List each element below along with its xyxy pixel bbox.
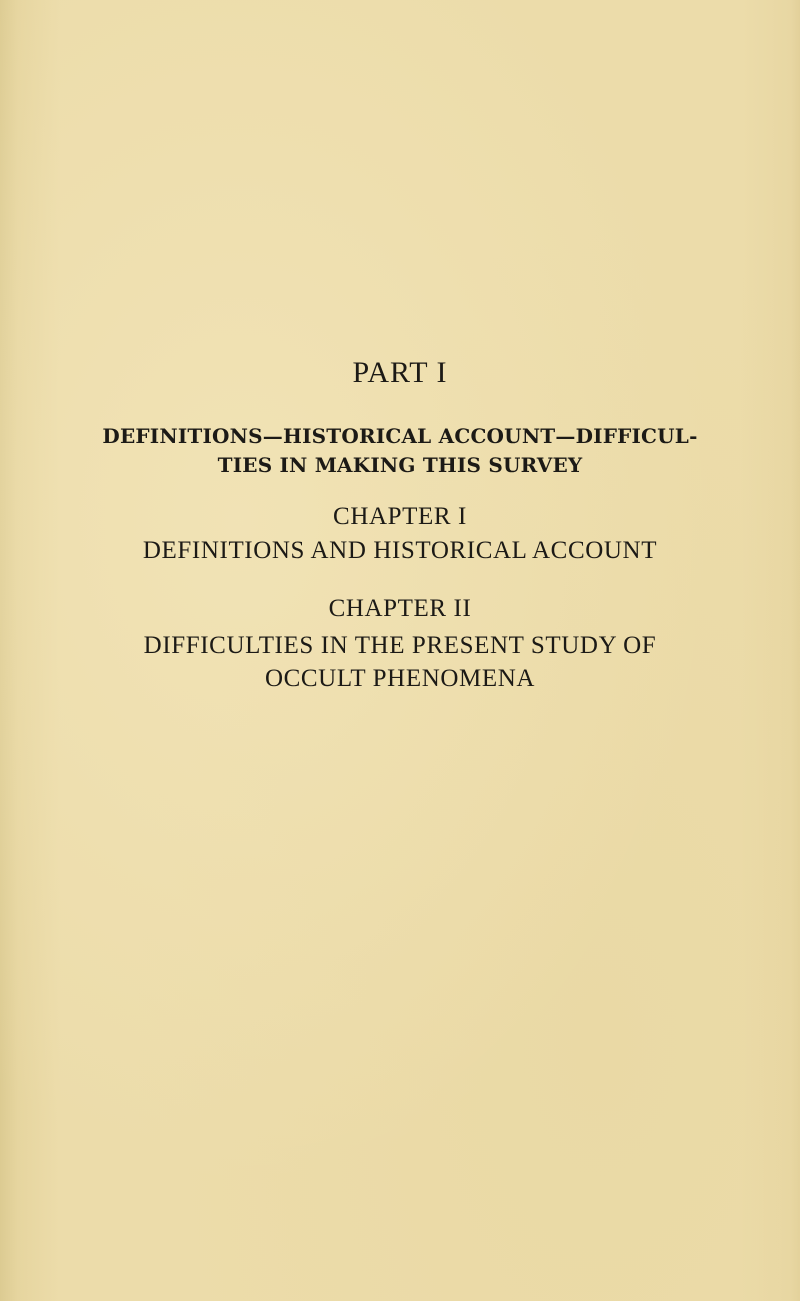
chapter-2-title-line: DIFFICULTIES IN THE PRESENT STUDY OF	[143, 632, 657, 659]
chapter-1-label: CHAPTER I	[333, 503, 467, 530]
part-title: PART I	[352, 356, 448, 389]
chapter-1-title: DEFINITIONS AND HISTORICAL ACCOUNT	[142, 537, 658, 564]
part-subtitle-line: DEFINITIONS—HISTORICAL ACCOUNT—DIFFICUL-	[102, 424, 698, 448]
part-subtitle-line: TIES IN MAKING THIS SURVEY	[217, 453, 583, 477]
chapter-2-label: CHAPTER II	[328, 595, 472, 622]
chapter-2-title-line: OCCULT PHENOMENA	[264, 665, 536, 692]
